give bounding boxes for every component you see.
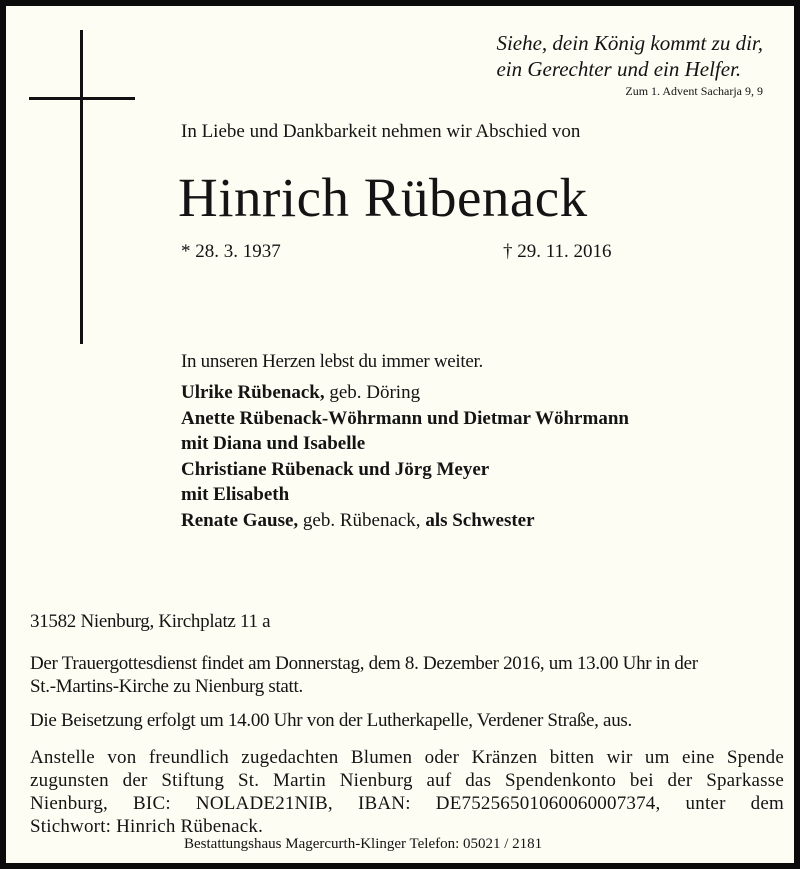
donation-line: zugunsten der Stiftung St. Martin Nienburg auf das Spendenkonto bei der Sparkasse xyxy=(30,770,784,791)
service-line: Der Trauergottesdienst findet am Donnerstag, dem 8. Dezember 2016, um 13.00 Uhr in der xyxy=(30,653,698,674)
mourner-row xyxy=(181,482,629,508)
donation-info xyxy=(30,746,784,838)
donation-line: Nienburg, BIC: NOLADE21NIB, IBAN: DE75256501060060007374, unter dem xyxy=(30,793,784,814)
cross-vertical-bar xyxy=(80,30,83,344)
mourner-name: Christiane Rübenack und Jörg Meyer xyxy=(181,458,490,480)
mourner-row xyxy=(181,406,629,432)
service-info xyxy=(30,652,784,698)
verse-reference: Zum 1. Advent Sacharja 9, 9 xyxy=(625,84,763,98)
mourner-row xyxy=(181,508,629,534)
verse-line: Siehe, dein König kommt zu dir, xyxy=(496,31,763,55)
motto: In unseren Herzen lebst du immer weiter. xyxy=(181,351,483,372)
mourner-row xyxy=(181,457,629,483)
mourner-row xyxy=(181,380,629,406)
deceased-name: Hinrich Rübenack xyxy=(178,167,588,228)
cross-horizontal-bar xyxy=(29,97,135,100)
mourner-name: mit Elisabeth xyxy=(181,484,290,505)
verse-line: ein Gerechter und ein Helfer. xyxy=(496,57,742,81)
burial-info: Die Beisetzung erfolgt um 14.00 Uhr von der Lutherkapelle, Verdener Straße, aus. xyxy=(30,710,632,731)
mourner-name: mit Diana und Isabelle xyxy=(181,433,366,454)
bible-verse xyxy=(496,30,763,82)
mourners-list xyxy=(181,380,629,533)
death-date: † 29. 11. 2016 xyxy=(503,241,612,262)
mourner-name: Ulrike Rübenack, xyxy=(181,382,325,403)
mourner-name: Anette Rübenack-Wöhrmann und Dietmar Wöhrmann xyxy=(181,407,629,429)
service-line: St.-Martins-Kirche zu Nienburg statt. xyxy=(30,676,303,697)
mourner-name: Renate Gause, xyxy=(181,509,299,531)
funeral-home-footer: Bestattungshaus Magercurth-Klinger Telefon: 05021 / 2181 xyxy=(184,836,543,852)
mourner-note: geb. Döring xyxy=(324,382,421,403)
donation-line: Anstelle von freundlich zugedachten Blumen oder Kränzen bitten wir um eine Spende xyxy=(30,747,784,768)
obituary-notice xyxy=(6,6,794,863)
mourner-relation: als Schwester xyxy=(425,509,535,531)
mourner-row xyxy=(181,431,629,457)
intro-text: In Liebe und Dankbarkeit nehmen wir Abschied von xyxy=(181,121,581,142)
address: 31582 Nienburg, Kirchplatz 11 a xyxy=(30,611,271,632)
mourner-note: geb. Rübenack, xyxy=(298,509,426,531)
birth-date: * 28. 3. 1937 xyxy=(181,241,281,262)
donation-line: Stichwort: Hinrich Rübenack. xyxy=(30,816,264,837)
